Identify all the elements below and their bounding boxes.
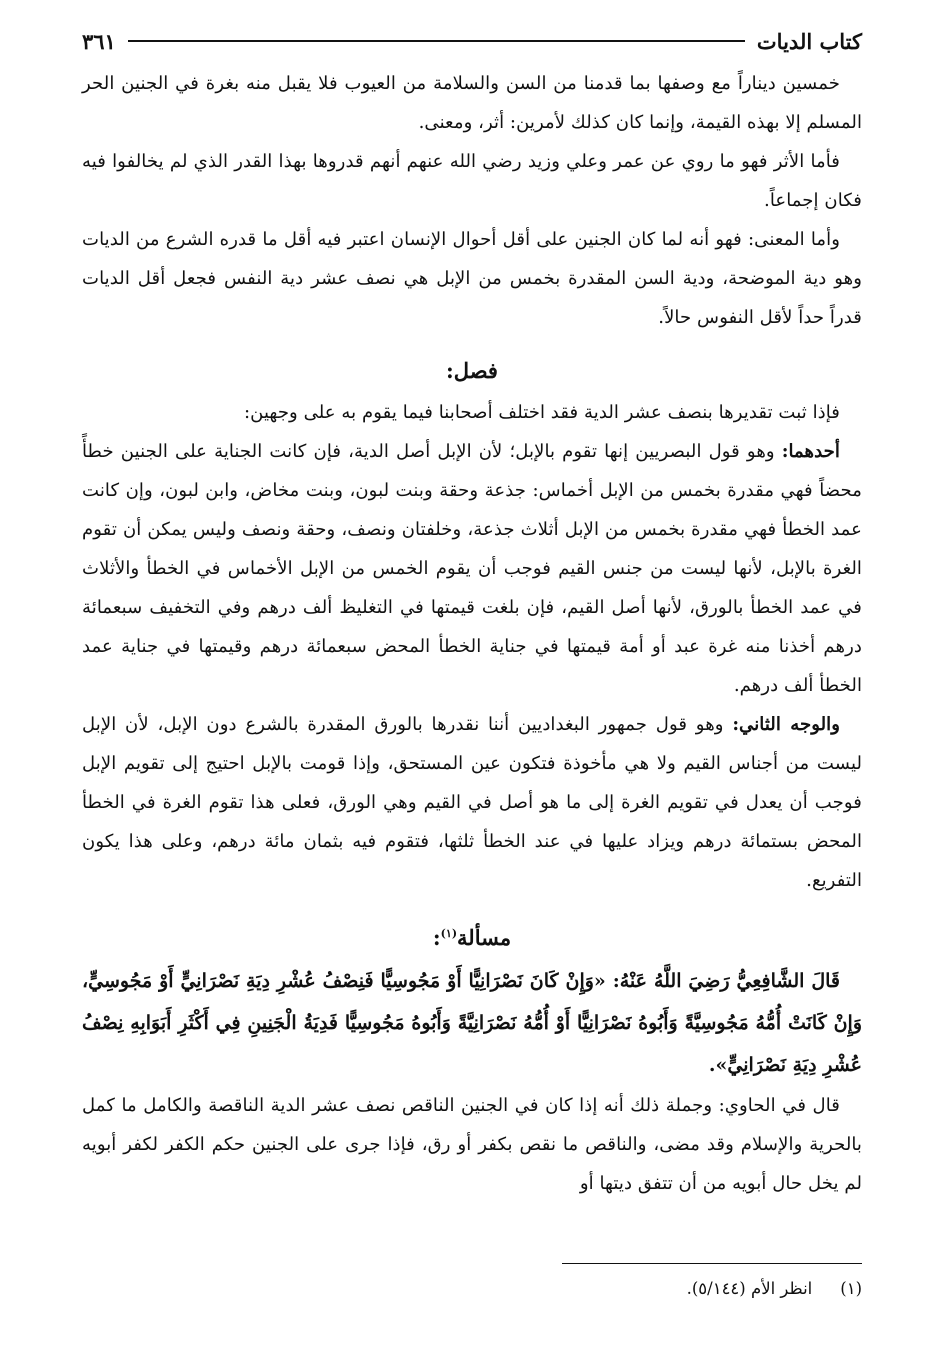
- paragraph-lead: والوجه الثاني:: [732, 714, 840, 735]
- footnote-number: (١): [840, 1279, 862, 1298]
- paragraph: قال في الحاوي: وجملة ذلك أنه إذا كان في الجنين الناقص نصف عشر الدية الناقصة والكامل ما كمل بالحرية والإسلام وقد مضى، والناقص ما نقص بكفر أو رق، فإذا جرى على الجنين حكم الكفر لكفر أبويه لم يخل حال أبويه من أن تتفق ديتها أو: [82, 1095, 862, 1194]
- header-rule: [128, 40, 745, 42]
- section-heading-masala: [82, 912, 862, 960]
- footnote-separator: [562, 1263, 862, 1264]
- paragraph: [82, 432, 862, 705]
- running-header: [82, 18, 862, 64]
- paragraph-body: وهو قول البصريين إنها تقوم بالإبل؛ لأن الإبل أصل الدية، فإن كانت الجناية على الجنين خطأً محضاً فهي مقدرة بخمس من الإبل أخماس: جذعة وحقة وبنت لبون، وبنت مخاض، وابن لبون، وإن كانت عمد الخطأ فهي مقدرة بخمس من الإبل أثلاث جذعة، وخلفتان ونصف، وحقة ونصف وليس يمكن أن تقوم الغرة بالإبل، لأنها ليست من جنس القيم فوجب أن يقوم الخمس من الإبل الأخماس في الخطأ والأثلاث في عمد الخطأ بالورق، لأنها أصل القيم، فإن بلغت قيمتها في التغليظ ألف درهم وفي التخفيف سبعمائة درهم أخذنا منه غرة عبد أو أمة قيمتها في جناية الخطأ المحض سبعمائة درهم وقيمتها في جناية عمد الخطأ ألف درهم.: [82, 441, 862, 696]
- paragraph-body: وهو قول جمهور البغداديين أننا نقدرها بالورق المقدرة بالشرع دون الإبل، لأن الإبل ليست من أجناس القيم ولا هي مأخوذة فتكون عين المستحق، وإذا قومت بالإبل احتيج إلى تقويم الإبل فوجب أن يعدل في تقويم الغرة إلى ما هو أصل في القيم وهي الورق، فعلى هذا تقوم الغرة في الخطأ المحض بستمائة درهم ويزاد عليها في عند الخطأ ثلثها، فتقوم فيه بثمان مائة درهم، وعلى هذا يكون التفريع.: [82, 714, 862, 891]
- paragraph: فإذا ثبت تقديرها بنصف عشر الدية فقد اختلف أصحابنا فيما يقوم به على وجهين:: [243, 402, 840, 423]
- main-text: [82, 64, 862, 1203]
- paragraph: فأما الأثر فهو ما روي عن عمر وعلي وزيد رضي الله عنهم أنهم قدروها بهذا القدر الذي لم يخالفوا فيه فكان إجماعاً.: [82, 151, 862, 211]
- book-page: [82, 18, 862, 1348]
- paragraph-lead: أحدهما:: [781, 441, 840, 462]
- footnote: [687, 1274, 862, 1304]
- page-number: ٣٦١: [82, 28, 116, 54]
- paragraph: وأما المعنى: فهو أنه لما كان الجنين على أقل أحوال الإنسان اعتبر فيه أقل ما قدره الشرع من الديات وهو دية الموضحة، ودية السن المقدرة بخمس من الإبل هي نصف عشر دية النفس فجعل أقل الديات قدراً حداً لأقل النفوس حالاً.: [82, 229, 862, 328]
- paragraph: خمسين ديناراً مع وصفها بما قدمنا من السن والسلامة من العيوب فلا يقبل منه بغرة في الجنين الحر المسلم إلا بهذه القيمة، وإنما كان كذلك لأمرين: أثر، ومعنى.: [82, 73, 862, 133]
- book-title: كتاب الديات: [756, 28, 862, 54]
- paragraph: [82, 705, 862, 900]
- masala-colon: :: [432, 925, 441, 950]
- masala-title: مسألة: [457, 925, 512, 950]
- footnote-ref[interactable]: (١): [440, 927, 458, 940]
- footnote-text: انظر الأم (٥/١٤٤).: [686, 1279, 813, 1298]
- section-heading-fasl: فصل:: [446, 358, 498, 383]
- shafii-quote: قَالَ الشَّافِعِيُّ رَضِيَ اللَّهُ عَنْهُ: «وَإِنْ كَانَ نَصْرَانِيًّا أَوْ مَجُوسِيًّا فَنِصْفُ عُشْرِ دِيَةِ نَصْرَانِيٍّ أَوْ مَجُوسِيٍّ، وَإِنْ كَانَتْ أُمُّهُ مَجُوسِيَّةً وَأَبُوهُ نَصْرَانِيًّا أَوْ أُمُّهُ نَصْرَانِيَّةً وَأَبُوهُ مَجُوسِيًّا فَدِيَةُ الْجَنِينِ فِي أَكْثَرِ أَبَوَابِهِ نِصْفُ عُشْرِ دِيَةِ نَصْرَانِيٍّ».: [82, 970, 862, 1076]
